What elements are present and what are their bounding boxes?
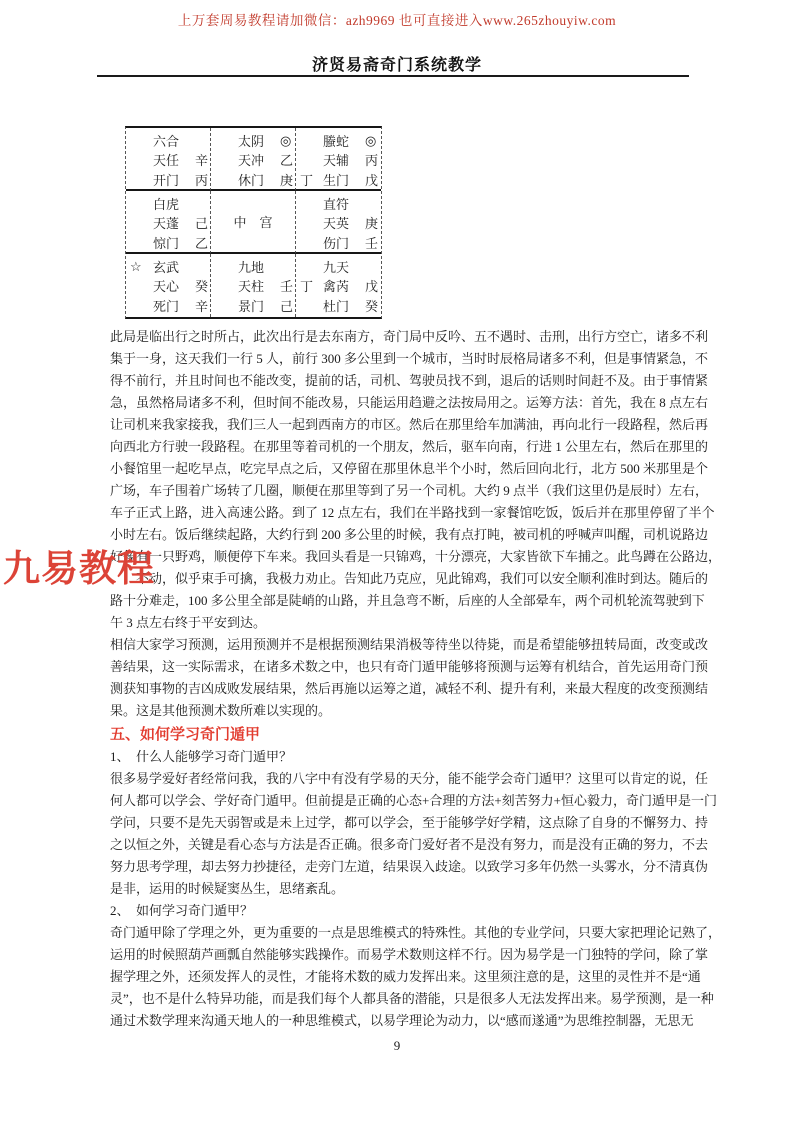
palace-line	[211, 276, 295, 295]
palace-text: 生门	[323, 172, 350, 188]
title-divider	[97, 75, 689, 77]
question-item-2: 2、 如何学习奇门遁甲？	[110, 903, 254, 918]
palace-line	[126, 150, 210, 169]
header-notice: 上万套周易教程请加微信：azh9969 也可直接进入www.265zhouyiw.com	[177, 13, 617, 28]
palace-line	[211, 257, 295, 276]
palace-cell	[126, 128, 211, 191]
body-text-line: 不动，似乎束手可擒，我极力劝止。告知此乃克应，见此锦鸡，我们可以安全顺利准时到达。随后的	[110, 571, 709, 586]
body-text-line: 测获知事物的吉凶成败发展结果，然后再施以运筹之道，减轻不利、提升有利，来最大程度的改变预测结	[110, 681, 709, 696]
qimen-chart-table	[125, 126, 382, 319]
body-text-line: 学问，只要不是先天弱智或是未上过学，都可以学会，至于能够学好学精，这点除了自身的不懈努力、持	[110, 815, 709, 830]
paragraph-answer-2	[110, 922, 722, 1032]
palace-stem-mark: 己	[195, 216, 209, 232]
palace-text: 直符	[323, 197, 350, 213]
palace-text: 天英	[323, 216, 350, 232]
palace-text: 天柱	[238, 279, 265, 295]
palace-stem-mark: ◎	[365, 132, 377, 148]
palace-line	[296, 194, 381, 213]
page-number: 9	[393, 1038, 401, 1053]
watermark: 九易教程	[3, 548, 155, 589]
palace-text: 天心	[153, 279, 180, 295]
question-item-1: 1、 什么人能够学习奇门遁甲？	[110, 749, 293, 764]
palace-line	[126, 233, 210, 252]
palace-stem-mark: 癸	[365, 298, 379, 314]
palace-stem-mark: 壬	[280, 279, 294, 295]
palace-line	[126, 194, 210, 213]
palace-text: 天蓬	[153, 216, 180, 232]
paragraph-answer-1	[110, 768, 717, 900]
palace-line	[296, 131, 381, 150]
palace-line	[126, 213, 210, 232]
body-text-line: 奇门遁甲除了学理之外，更为重要的一点是思维模式的特殊性。其他的专业学问，只要大家把理论记熟了，	[110, 925, 722, 940]
palace-cell	[126, 254, 211, 317]
palace-stem-mark: ◎	[280, 132, 292, 148]
palace-stem-mark: 乙	[280, 153, 294, 169]
palace-stem-mark: 庚	[365, 216, 379, 232]
palace-stem-mark: 戊	[365, 172, 379, 188]
body-text-line: 广场，车子围着广场转了几圈，顺便在那里等到了另一个司机。大约 9 点半（我们这里仍是辰时）左右，	[110, 483, 709, 498]
body-text-line: 是非，运用的时候疑窦丛生，思绪紊乱。	[110, 881, 345, 896]
palace-line	[126, 296, 210, 315]
palace-text: 天辅	[323, 153, 350, 169]
body-text-line: 运用的时候照葫芦画瓢自然能够实践操作。而易学术数则这样不行。因为易学是一门独特的学问，除了掌	[110, 947, 709, 962]
palace-text: 六合	[153, 134, 180, 150]
body-text-line: 善结果，这一实际需求，在诸多术数之中，也只有奇门遁甲能够将预测与运筹有机结合，首先运用奇门预	[110, 659, 709, 674]
palace-left-mark: 丁	[300, 172, 314, 188]
palace-line	[296, 296, 381, 315]
palace-line	[211, 131, 295, 150]
palace-line	[296, 233, 381, 252]
palace-line	[296, 257, 381, 276]
body-text-line: 努力思考学理，却去努力抄捷径，走旁门左道，结果误入歧途。以致学习多年仍然一头雾水，分不清真伪	[110, 859, 709, 874]
palace-stem-mark: 庚	[280, 172, 294, 188]
palace-text: 休门	[238, 172, 265, 188]
palace-text: 景门	[238, 298, 265, 314]
palace-text: 禽芮	[323, 279, 350, 295]
palace-text: 伤门	[323, 235, 350, 251]
center-palace-label: 中 宫	[233, 215, 273, 230]
palace-text: 死门	[153, 298, 180, 314]
palace-text: 太阴	[238, 134, 265, 150]
body-text-line: 急，虽然格局诸多不利，但时间不能改易，只能运用趋避之法按局用之。运筹方法：首先，我在 8 点左右	[110, 395, 709, 410]
palace-cell	[296, 128, 381, 191]
palace-line	[296, 213, 381, 232]
palace-text: 九地	[238, 260, 265, 276]
palace-text: 天任	[153, 153, 180, 169]
palace-cell	[296, 254, 381, 317]
section-heading: 五、如何学习奇门遁甲	[110, 726, 261, 743]
body-text-line: 得不前行，并且时间也不能改变，提前的话，司机、驾驶员找不到，退后的话则时间赶不及。由于事情紧	[110, 373, 709, 388]
body-text-line: 路十分难走，100 多公里全部是陡峭的山路，并且急弯不断，后座的人全部晕车，两个司机轮流驾驶到下	[110, 593, 705, 608]
palace-text: 玄武	[153, 260, 180, 276]
palace-stem-mark: 丙	[365, 153, 379, 169]
palace-line	[296, 170, 381, 189]
palace-line	[296, 150, 381, 169]
body-text-line: 小餐馆里一起吃早点，吃完早点之后，又停留在那里休息半个小时，然后回向北行，北方 500 米那里是个	[110, 461, 709, 476]
palace-line	[211, 170, 295, 189]
body-text	[110, 326, 722, 1032]
palace-cell	[211, 191, 296, 254]
palace-line	[211, 296, 295, 315]
body-text-line: 灵”，也不是什么特异功能，而是我们每个人都具备的潜能，只是很多人无法发挥出来。易学预测，是一种	[110, 991, 714, 1006]
palace-text: 天冲	[238, 153, 265, 169]
palace-text: 螣蛇	[323, 134, 350, 150]
body-text-line: 让司机来我家接我，我们三人一起到西南方的市区。然后在那里给车加满油，再向北行一段路程，然后再	[110, 417, 709, 432]
palace-cell	[211, 254, 296, 317]
palace-line	[126, 276, 210, 295]
body-text-line: 相信大家学习预测，运用预测并不是根据预测结果消极等待坐以待毙，而是希望能够扭转局面，改变或改	[110, 637, 709, 652]
palace-cell	[126, 191, 211, 254]
palace-stem-mark: 乙	[195, 235, 209, 251]
body-text-line: 握学理之外，还须发挥人的灵性，才能将术数的威力发挥出来。这里须注意的是，这里的灵性并不是“通	[110, 969, 701, 984]
body-text-line: 好像有一只野鸡，顺便停下车来。我回头看是一只锦鸡，十分漂亮，大家皆欲下车捕之。此鸟蹲在公路边，	[110, 549, 722, 564]
palace-left-mark: ☆	[130, 258, 142, 274]
palace-stem-mark: 辛	[195, 298, 209, 314]
palace-text: 九天	[323, 260, 350, 276]
body-text-line: 果。这是其他预测术数所难以实现的。	[110, 703, 332, 718]
palace-stem-mark: 癸	[195, 279, 209, 295]
paragraph-forecast-summary	[110, 634, 709, 722]
body-text-line: 此局是临出行之时所占，此次出行是去东南方，奇门局中反吟、五不遇时、击刑，出行方空亡，诸多不利	[110, 329, 709, 344]
palace-stem-mark: 戊	[365, 279, 379, 295]
palace-line	[126, 131, 210, 150]
body-text-line: 午 3 点左右终于平安到达。	[110, 615, 267, 630]
palace-stem-mark: 壬	[365, 235, 379, 251]
palace-stem-mark: 己	[280, 298, 294, 314]
body-text-line: 集于一身，这天我们一行 5 人，前行 300 多公里到一个城市，当时时辰格局诸多不利，但是事情紧急，不	[110, 351, 709, 366]
body-text-line: 车子正式上路，进入高速公路。到了 12 点左右，我们在半路找到一家餐馆吃饭，饭后并在那里停留了半个	[110, 505, 715, 520]
body-text-line: 向西北方行驶一段路程。在那里等着司机的一个朋友，然后，驱车向南，行进 1 公里左右，然后在那里的	[110, 439, 709, 454]
body-text-line: 何人都可以学会、学好奇门遁甲。但前提是正确的心态+合理的方法+刻苦努力+恒心毅力，奇门遁甲是一门	[110, 793, 717, 808]
palace-line	[211, 150, 295, 169]
paragraph-case-story	[110, 326, 722, 634]
body-text-line: 通过术数学理来沟通天地人的一种思维模式，以易学理论为动力，以“感而遂通”为思维控制器，无思无	[110, 1013, 694, 1028]
palace-text: 惊门	[153, 235, 180, 251]
palace-left-mark: 丁	[300, 279, 314, 295]
body-text-line: 很多易学爱好者经常问我，我的八字中有没有学易的天分，能不能学会奇门遁甲？这里可以肯定的说，任	[110, 771, 709, 786]
body-text-line: 小时左右。饭后继续起路，大约行到 200 多公里的时候，我有点打盹，被司机的呼喊声叫醒，司机说路边	[110, 527, 709, 542]
palace-line	[126, 257, 210, 276]
palace-stem-mark: 辛	[195, 153, 209, 169]
page-title: 济贤易斋奇门系统教学	[311, 57, 482, 74]
palace-line	[126, 170, 210, 189]
palace-text: 白虎	[153, 197, 180, 213]
palace-cell	[296, 191, 381, 254]
palace-cell	[211, 128, 296, 191]
palace-stem-mark: 丙	[195, 172, 209, 188]
body-text-line: 之以恒之外，关键是看心态与方法是否正确。很多奇门爱好者不是没有努力，而是没有正确的努力，不去	[110, 837, 709, 852]
palace-text: 开门	[153, 172, 180, 188]
palace-text: 杜门	[323, 298, 350, 314]
palace-line	[296, 276, 381, 295]
